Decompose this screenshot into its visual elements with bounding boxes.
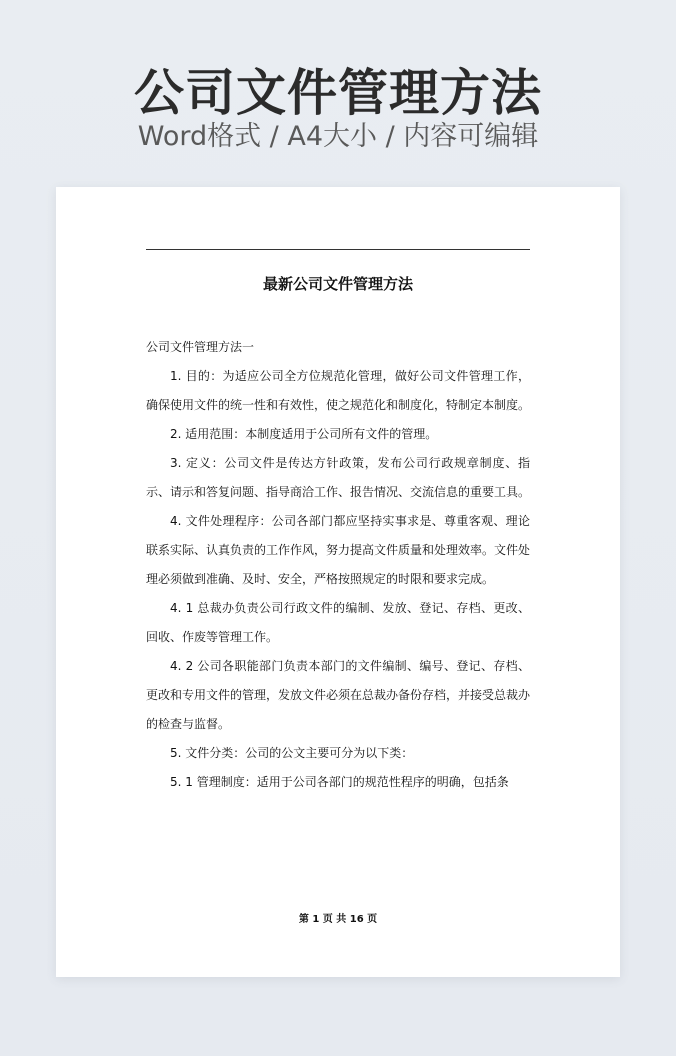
document-title: 最新公司文件管理方法 <box>262 275 413 293</box>
banner-subtitle: Word格式 / A4大小 / 内容可编辑 <box>137 121 539 152</box>
paragraph-scope: 2. 适用范围：本制度适用于公司所有文件的管理。 <box>170 427 438 441</box>
header-rule <box>146 249 530 250</box>
document-body <box>146 333 530 797</box>
paragraph-definition: 3. 定义：公司文件是传达方针政策，发布公司行政规章制度、指示、请示和答复问题、指导商洽工作、报告情况、交流信息的重要工具。 <box>146 456 531 499</box>
page-number-footer: 第 1 页 共 16 页 <box>298 914 378 925</box>
document-page <box>56 187 620 977</box>
paragraph-procedure: 4. 文件处理程序：公司各部门都应坚持实事求是、尊重客观、理论联系实际、认真负责的工作作风，努力提高文件质量和处理效率。文件处理必须做到准确、及时、安全，严格按照规定的时限和要求完成。 <box>146 514 531 586</box>
paragraph-procedure-4-1: 4. 1 总裁办负责公司行政文件的编制、发放、登记、存档、更改、回收、作废等管理工作。 <box>146 601 530 644</box>
paragraph-procedure-4-2: 4. 2 公司各职能部门负责本部门的文件编制、编号、登记、存档、更改和专用文件的管理，发放文件必须在总裁办备份存档，并接受总裁办的检查与监督。 <box>146 659 531 731</box>
paragraph-classification-5-1: 5. 1 管理制度：适用于公司各部门的规范性程序的明确，包括条 <box>170 775 509 789</box>
paragraph-purpose: 1. 目的：为适应公司全方位规范化管理，做好公司文件管理工作，确保使用文件的统一性和有效性，使之规范化和制度化，特制定本制度。 <box>146 369 531 412</box>
paragraph-classification: 5. 文件分类：公司的公文主要可分为以下类： <box>170 746 414 760</box>
paragraph-section-heading: 公司文件管理方法一 <box>146 340 255 354</box>
banner-title: 公司文件管理方法 <box>134 64 542 122</box>
